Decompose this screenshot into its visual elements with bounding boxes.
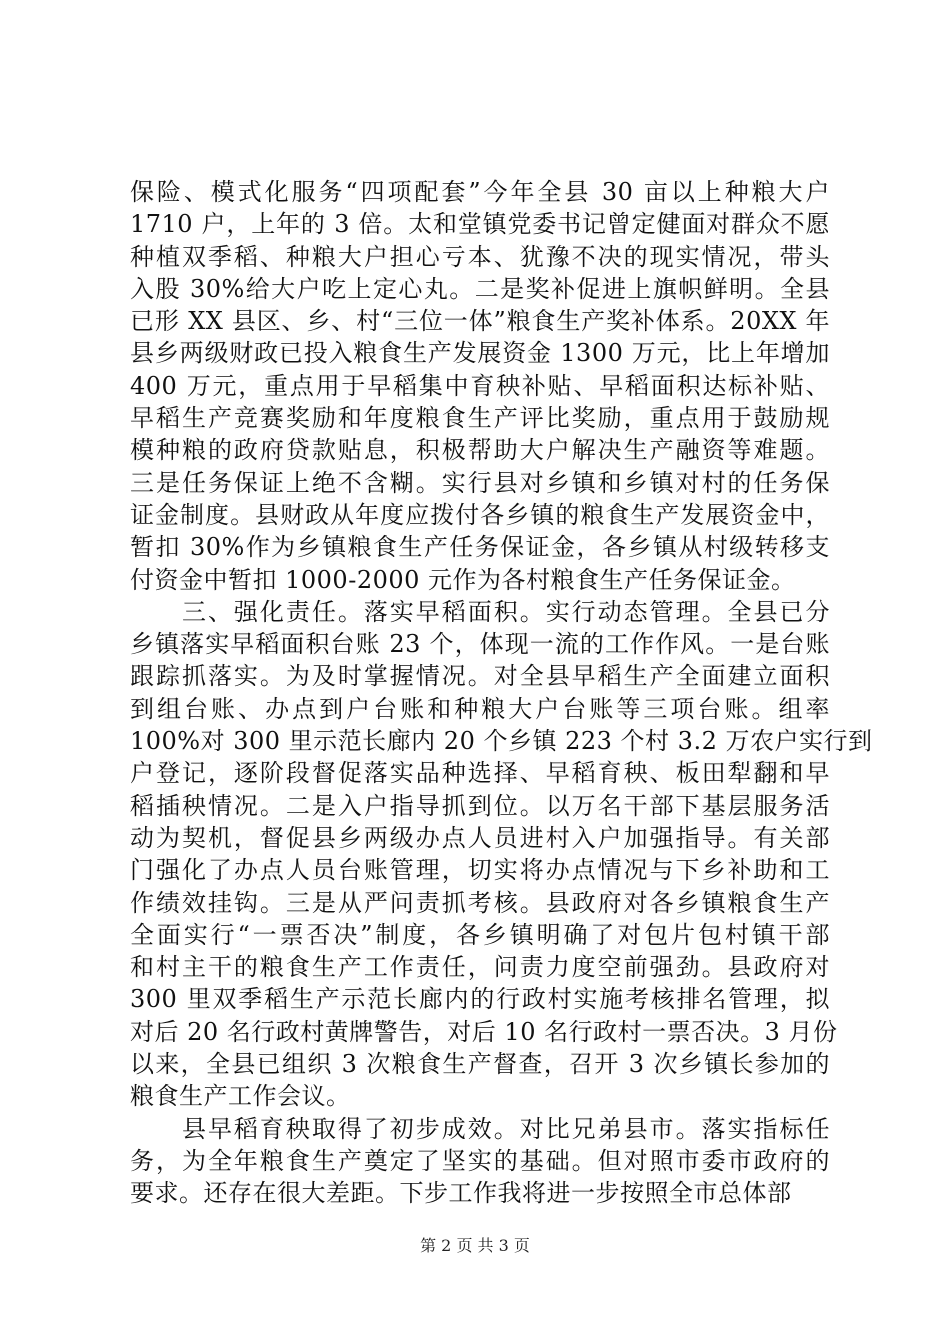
text-line: 务，为全年粮食生产奠定了坚实的基础。但对照市委市政府的	[130, 1146, 830, 1175]
text-line: 稻插秧情况。二是入户指导抓到位。以万名干部下基层服务活	[130, 791, 830, 820]
text-line: 种植双季稻、种粮大户担心亏本、犹豫不决的现实情况，带头	[130, 242, 830, 271]
text-line: 粮食生产工作会议。	[130, 1082, 351, 1111]
text-line: 县早稻育秧取得了初步成效。对比兄弟县市。落实指标任	[130, 1114, 830, 1143]
text-line: 已形 XX 县区、乡、村“三位一体”粮食生产奖补体系。20XX 年	[130, 307, 830, 336]
page-footer: 第 2 页 共 3 页	[420, 1236, 530, 1255]
text-line: 作绩效挂钩。三是从严问责抓考核。县政府对各乡镇粮食生产	[130, 888, 830, 917]
text-line: 三、强化责任。落实早稻面积。实行动态管理。全县已分	[130, 597, 830, 626]
text-line: 付资金中暂扣 1000-2000 元作为各村粮食生产任务保证金。	[130, 565, 796, 594]
text-line: 全面实行“一票否决”制度，各乡镇明确了对包片包村镇干部	[130, 920, 830, 949]
text-line: 跟踪抓落实。为及时掌握情况。对全县早稻生产全面建立面积	[130, 662, 830, 691]
text-line: 100%对 300 里示范长廊内 20 个乡镇 223 个村 3.2 万农户实行到	[130, 727, 873, 756]
text-line: 以来，全县已组织 3 次粮食生产督查，召开 3 次乡镇长参加的	[130, 1050, 830, 1079]
text-line: 对后 20 名行政村黄牌警告，对后 10 名行政村一票否决。3 月份	[130, 1017, 838, 1046]
text-line: 400 万元，重点用于早稻集中育秧补贴、早稻面积达标补贴、	[130, 371, 830, 400]
text-line: 300 里双季稻生产示范长廊内的行政村实施考核排名管理，拟	[130, 985, 830, 1014]
text-line: 暂扣 30%作为乡镇粮食生产任务保证金，各乡镇从村级转移支	[130, 533, 830, 562]
text-line: 入股 30%给大户吃上定心丸。二是奖补促进上旗帜鲜明。全县	[130, 274, 830, 303]
text-line: 保险、模式化服务“四项配套”今年全县 30 亩以上种粮大户	[130, 178, 830, 206]
text-line: 三是任务保证上绝不含糊。实行县对乡镇和乡镇对村的任务保	[130, 468, 830, 497]
text-line: 1710 户，上年的 3 倍。太和堂镇党委书记曾定健面对群众不愿	[130, 210, 830, 239]
text-line: 要求。还存在很大差距。下步工作我将进一步按照全市总体部	[130, 1179, 792, 1208]
body-text	[130, 176, 873, 1210]
text-line: 动为契机，督促县乡两级办点人员进村入户加强指导。有关部	[130, 823, 830, 852]
text-line: 模种粮的政府贷款贴息，积极帮助大户解决生产融资等难题。	[130, 436, 830, 465]
text-line: 门强化了办点人员台账管理，切实将办点情况与下乡补助和工	[130, 856, 830, 885]
text-line: 到组台账、办点到户台账和种粮大户台账等三项台账。组率	[130, 694, 830, 723]
text-line: 和村主干的粮食生产工作责任，问责力度空前强劲。县政府对	[130, 953, 830, 982]
text-line: 证金制度。县财政从年度应拨付各乡镇的粮食生产发展资金中，	[130, 500, 830, 529]
text-line: 户登记，逐阶段督促落实品种选择、早稻育秧、板田犁翻和早	[130, 759, 830, 788]
text-line: 乡镇落实早稻面积台账 23 个，体现一流的工作作风。一是台账	[130, 630, 830, 659]
text-line: 早稻生产竞赛奖励和年度粮食生产评比奖励，重点用于鼓励规	[130, 404, 830, 433]
text-line: 县乡两级财政已投入粮食生产发展资金 1300 万元，比上年增加	[130, 339, 830, 368]
